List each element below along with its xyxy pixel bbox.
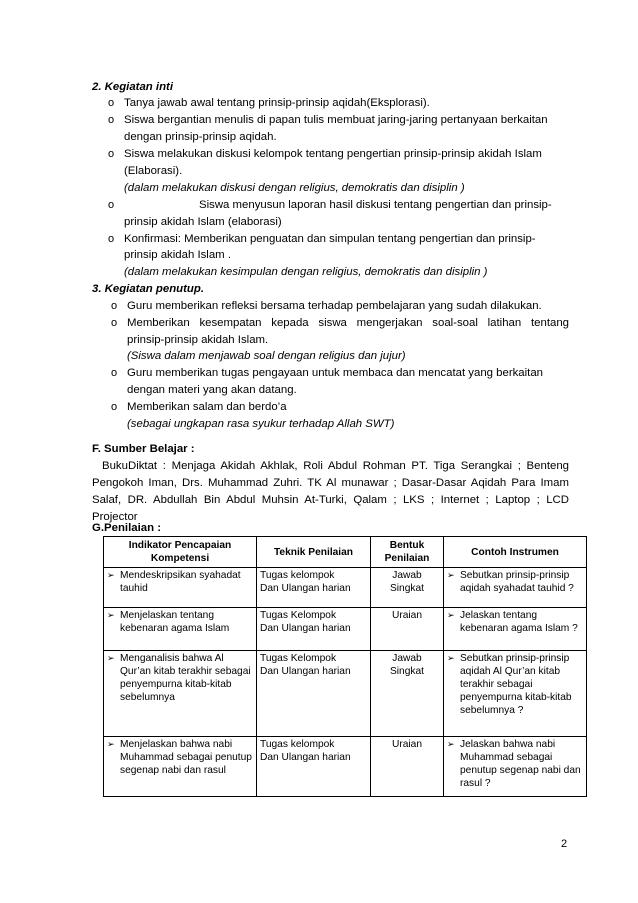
circle-bullet-icon: o — [111, 367, 118, 379]
table-row — [104, 651, 587, 737]
bentuk-cell: Uraian — [371, 608, 444, 651]
list-item-cont: prinsip akidah Islam (elaborasi) — [124, 216, 282, 228]
arrow-bullet-icon: ➢ — [107, 610, 115, 620]
contoh-cell: ➢ Sebutkan prinsip-prinsip aqidah Al Qur’an kitab terakhir sebagai penyempurna kitab-kitab sebelumnya ? — [444, 651, 587, 737]
column-header: Contoh Instrumen — [444, 537, 587, 568]
circle-bullet-icon: o — [111, 317, 118, 329]
list-item: Memberikan kesempatan kepada siswa mengerjakan soal-soal latihan tentang — [127, 317, 569, 329]
circle-bullet-icon: o — [111, 401, 118, 413]
circle-bullet-icon: o — [111, 300, 118, 312]
table-header-row — [104, 537, 587, 568]
column-header: Indikator Pencapaian Kompetensi — [104, 537, 257, 568]
sumber-belajar-heading: F. Sumber Belajar : — [92, 443, 195, 455]
table-row — [104, 737, 587, 797]
list-item-cont: dengan prinsip-prinsip aqidah. — [124, 131, 277, 143]
list-item: Siswa menyusun laporan hasil diskusi tentang pengertian dan prinsip- — [199, 199, 552, 211]
circle-bullet-icon: o — [108, 97, 115, 109]
list-item: Siswa bergantian menulis di papan tulis membuat jaring-jaring pertanyaan berkaitan — [124, 114, 548, 126]
list-item-cont: prinsip-prinsip akidah Islam. — [127, 334, 269, 346]
list-item: Guru memberikan tugas pengayaan untuk membaca dan mencatat yang berkaitan — [127, 367, 544, 379]
kegiatan-inti-heading: 2. Kegiatan inti — [92, 81, 174, 93]
penilaian-table — [103, 536, 587, 797]
sumber-line: Pengokoh Iman, Drs. Muhammad Zuhri. TK Al munawar ; Dasar-Dasar Aqidah Para Imam — [92, 477, 569, 489]
sumber-line: Salaf, DR. Abdullah Bin Abdul Muhsin At-Turki, Qalam ; LKS ; Internet ; Laptop ; LCD — [92, 494, 569, 506]
list-note: (Siswa dalam menjawab soal dengan religius dan jujur) — [127, 350, 406, 362]
contoh-cell: ➢ Sebutkan prinsip-prinsip aqidah syahadat tauhid ? — [444, 568, 587, 608]
list-item-cont: prinsip akidah Islam . — [124, 249, 231, 261]
list-item: Tanya jawab awal tentang prinsip-prinsip aqidah(Eksplorasi). — [124, 97, 430, 109]
teknik-cell: Tugas Kelompok Dan Ulangan harian — [257, 608, 371, 651]
arrow-bullet-icon: ➢ — [447, 610, 455, 620]
list-note: (sebagai ungkapan rasa syukur terhadap Allah SWT) — [127, 418, 395, 430]
list-item: Guru memberikan refleksi bersama terhadap pembelajaran yang sudah dilakukan. — [127, 300, 542, 312]
kegiatan-penutup-heading: 3. Kegiatan penutup. — [92, 283, 205, 295]
teknik-cell: Tugas kelompok Dan Ulangan harian — [257, 737, 371, 797]
list-item: Memberikan salam dan berdo’a — [127, 401, 287, 413]
column-header: Teknik Penilaian — [257, 537, 371, 568]
list-item-cont: dengan materi yang akan datang. — [127, 384, 297, 396]
indikator-cell: ➢ Mendeskripsikan syahadat tauhid — [104, 568, 257, 608]
list-item: Konfirmasi: Memberikan penguatan dan simpulan tentang pengertian dan prinsip- — [124, 233, 536, 245]
circle-bullet-icon: o — [108, 148, 115, 160]
arrow-bullet-icon: ➢ — [447, 739, 455, 749]
contoh-cell: ➢ Jelaskan tentang kebenaran agama Islam ? — [444, 608, 587, 651]
bentuk-cell: Uraian — [371, 737, 444, 797]
arrow-bullet-icon: ➢ — [107, 570, 115, 580]
sumber-line: Projector — [92, 511, 138, 523]
table-row — [104, 568, 587, 608]
list-note: (dalam melakukan kesimpulan dengan religius, demokratis dan disiplin ) — [124, 266, 488, 278]
indikator-cell: ➢ Menganalisis bahwa Al Qur’an kitab terakhir sebagai penyempurna kitab-kitab sebelumnya — [104, 651, 257, 737]
teknik-cell: Tugas Kelompok Dan Ulangan harian — [257, 651, 371, 737]
indikator-cell: ➢ Menjelaskan tentang kebenaran agama Islam — [104, 608, 257, 651]
page-number: 2 — [561, 838, 568, 850]
teknik-cell: Tugas kelompok Dan Ulangan harian — [257, 568, 371, 608]
bentuk-cell: Jawab Singkat — [371, 568, 444, 608]
bentuk-cell: Jawab Singkat — [371, 651, 444, 737]
circle-bullet-icon: o — [108, 199, 115, 211]
arrow-bullet-icon: ➢ — [447, 653, 455, 663]
contoh-cell: ➢ Jelaskan bahwa nabi Muhammad sebagai penutup segenap nabi dan rasul ? — [444, 737, 587, 797]
arrow-bullet-icon: ➢ — [107, 739, 115, 749]
list-item-cont: (Elaborasi). — [124, 165, 183, 177]
indikator-cell: ➢ Menjelaskan bahwa nabi Muhammad sebagai penutup segenap nabi dan rasul — [104, 737, 257, 797]
circle-bullet-icon: o — [108, 233, 115, 245]
list-item: Siswa melakukan diskusi kelompok tentang pengertian prinsip-prinsip akidah Islam — [124, 148, 542, 160]
column-header: Bentuk Penilaian — [371, 537, 444, 568]
arrow-bullet-icon: ➢ — [107, 653, 115, 663]
circle-bullet-icon: o — [108, 114, 115, 126]
penilaian-heading: G.Penilaian : — [92, 522, 161, 534]
arrow-bullet-icon: ➢ — [447, 570, 455, 580]
list-note: (dalam melakukan diskusi dengan religius, demokratis dan disiplin ) — [124, 182, 465, 194]
table-row — [104, 608, 587, 651]
sumber-line: BukuDiktat : Menjaga Akidah Akhlak, Roli Abdul Rohman PT. Tiga Serangkai ; Benteng — [102, 460, 569, 472]
